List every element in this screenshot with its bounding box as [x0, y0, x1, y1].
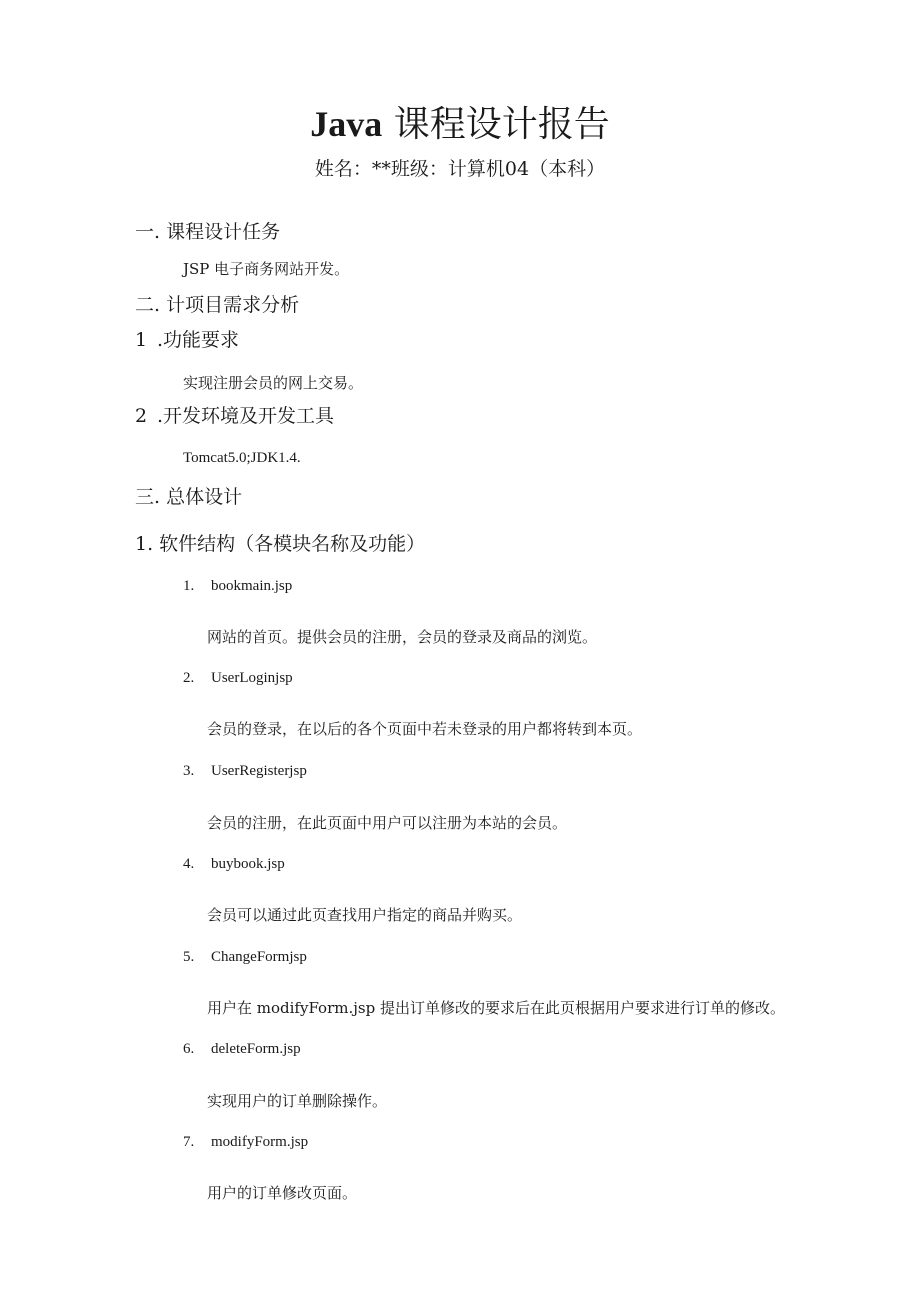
module-name: ChangeFormjsp	[211, 949, 307, 965]
subsection-body-function: 实现注册会员的网上交易。	[183, 374, 364, 392]
module-name: UserLoginjsp	[211, 670, 293, 686]
module-name: UserRegisterjsp	[211, 763, 307, 779]
module-description: 用户在 modifyForm.jsp 提出订单修改的要求后在此页根据用户要求进行订单的修改。	[207, 999, 785, 1017]
section-heading-design: 三. 总体设计	[135, 486, 243, 508]
module-item	[183, 1135, 308, 1150]
module-item	[183, 1042, 301, 1057]
subsection-body-environment: Tomcat5.0;JDK1.4.	[183, 450, 301, 466]
author-line: 姓名：**班级：计算机04（本科）	[314, 158, 606, 180]
module-description: 会员的登录，在以后的各个页面中若未登录的用户都将转到本页。	[207, 720, 643, 738]
subsection-number: 1	[135, 329, 148, 351]
module-description: 实现用户的订单删除操作。	[207, 1092, 388, 1110]
module-name: buybook.jsp	[211, 856, 285, 872]
subsection-title: .功能要求	[157, 329, 240, 351]
module-number: 7.	[183, 1134, 195, 1150]
software-structure-heading: 1. 软件结构（各模块名称及功能）	[135, 533, 426, 555]
module-item	[183, 671, 293, 686]
subsection-heading-environment	[135, 407, 334, 426]
title-rest: 课程设计报告	[393, 104, 610, 145]
report-title	[0, 106, 920, 143]
module-item	[183, 764, 307, 779]
module-name: bookmain.jsp	[211, 578, 293, 594]
module-description: 会员可以通过此页查找用户指定的商品并购买。	[207, 906, 523, 924]
module-number: 6.	[183, 1041, 195, 1057]
module-number: 1.	[183, 578, 195, 594]
subsection-number: 2	[135, 405, 148, 427]
module-item	[183, 857, 285, 872]
module-item	[183, 579, 292, 594]
subsection-heading-function	[135, 331, 239, 350]
module-name: deleteForm.jsp	[211, 1041, 301, 1057]
module-description: 会员的注册，在此页面中用户可以注册为本站的会员。	[207, 814, 568, 832]
module-item	[183, 950, 307, 965]
module-number: 4.	[183, 856, 195, 872]
module-number: 3.	[183, 763, 195, 779]
module-number: 5.	[183, 949, 195, 965]
module-description: 用户的订单修改页面。	[207, 1184, 358, 1202]
module-number: 2.	[183, 670, 195, 686]
section-heading-task: 一. 课程设计任务	[135, 221, 281, 243]
section-body-task: JSP 电子商务网站开发。	[183, 260, 350, 278]
title-latin: Java	[310, 104, 383, 144]
section-heading-requirements: 二. 计项目需求分析	[135, 294, 300, 316]
module-name: modifyForm.jsp	[211, 1134, 309, 1150]
subsection-title: .开发环境及开发工具	[157, 405, 335, 427]
module-description: 网站的首页。提供会员的注册，会员的登录及商品的浏览。	[207, 628, 598, 646]
